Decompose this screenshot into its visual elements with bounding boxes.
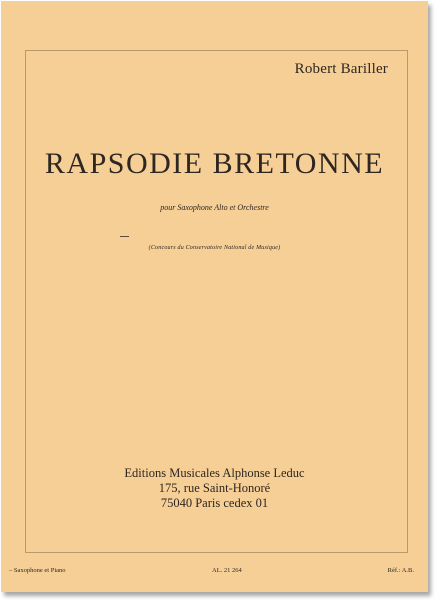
work-title: RAPSODIE BRETONNE: [44, 147, 385, 180]
footer-instrumentation: – Saxophone et Piano: [9, 567, 66, 574]
composer-name: Robert Bariller: [294, 61, 388, 77]
publisher-name: Editions Musicales Alphonse Leduc: [124, 466, 305, 480]
publisher-block: [1, 466, 428, 511]
dash-mark: [120, 236, 129, 237]
commission-note: (Concours du Conservatoire National de Musique): [148, 245, 281, 251]
publisher-street: 175, rue Saint-Honoré: [158, 481, 271, 495]
footer-price-code: Réf.: A.B.: [387, 567, 414, 574]
publisher-city: 75040 Paris cedex 01: [160, 496, 269, 510]
work-subtitle: pour Saxophone Alto et Orchestre: [160, 203, 269, 212]
footer-catalog-number: AL. 21 264: [212, 567, 242, 574]
score-cover: [1, 1, 428, 592]
